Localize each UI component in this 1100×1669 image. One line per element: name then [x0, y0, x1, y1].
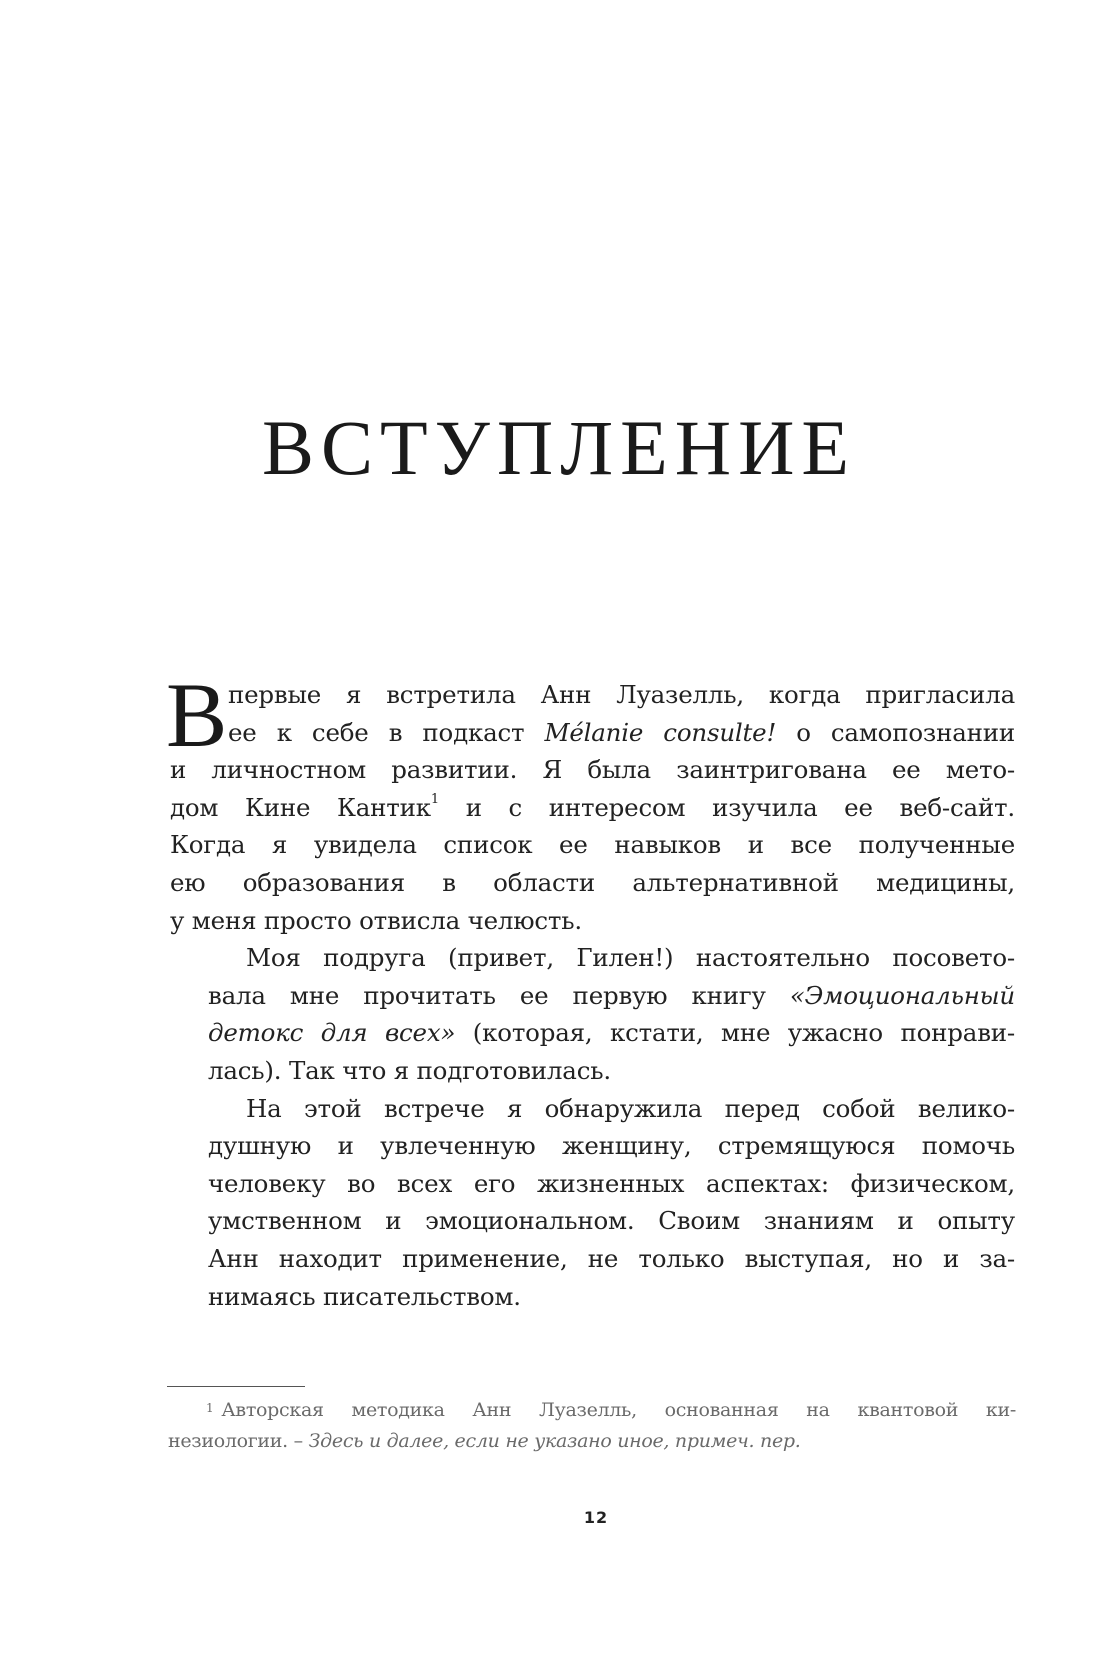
- footnote-reference[interactable]: 1: [430, 791, 439, 807]
- footnote-line: $^1$ Авторская методика Анн Луазелль, основанная на квантовой ки-: [206, 1399, 1016, 1421]
- text-line: ее к себе в подкаст Mélanie consulte! о самопознании: [228, 717, 1015, 747]
- chapter-title: ВСТУПЛЕНИЕ: [261, 404, 857, 491]
- text-line: дом Кине Кантик$^1$ и с интересом изучила ее веб-сайт.: [170, 791, 1016, 822]
- translator-note: Здесь и далее, если не указано иное, примеч. пер.: [308, 1430, 801, 1452]
- body-text: [166, 664, 1016, 1315]
- footnote-divider: [167, 1386, 305, 1387]
- text-line: вала мне прочитать ее первую книгу «Эмоциональный: [208, 980, 1015, 1010]
- paragraph-1: [166, 664, 1016, 939]
- text-line: ею образования в области альтернативной медицины,: [170, 867, 1015, 897]
- text-line: Моя подруга (привет, Гилен!) настоятельно посовето-: [246, 943, 1015, 973]
- text-line: у меня просто отвисла челюсть.: [170, 905, 583, 935]
- paragraph-2: [170, 939, 1015, 1089]
- text-line: первые я встретила Анн Луазелль, когда пригласила: [228, 680, 1015, 709]
- text-line: и личностном развитии. Я была заинтригована ее мето-: [170, 755, 1015, 785]
- text-line: лась). Так что я подготовилась.: [208, 1055, 611, 1085]
- text-line: Когда я увидела список ее навыков и все полученные: [170, 830, 1015, 860]
- drop-cap: В: [166, 664, 228, 766]
- text-line: На этой встрече я обнаружила перед собой велико-: [246, 1093, 1015, 1123]
- book-title: «Эмоциональный: [789, 980, 1015, 1010]
- footnote: [168, 1395, 1016, 1457]
- podcast-title: Mélanie consulte!: [544, 717, 777, 747]
- text-line: Анн находит применение, не только выступая, но и за-: [208, 1243, 1015, 1273]
- text-line: нимаясь писательством.: [208, 1281, 521, 1311]
- text-line: человеку во всех его жизненных аспектах: физическом,: [208, 1168, 1015, 1198]
- footnote-line: незиологии. – Здесь и далее, если не указано иное, примеч. пер.: [168, 1430, 801, 1452]
- footnote-marker: 1: [206, 1401, 214, 1415]
- text-line: детокс для всех» (которая, кстати, мне ужасно понрави-: [208, 1018, 1015, 1048]
- text-line: умственном и эмоциональном. Своим знаниям и опыту: [208, 1206, 1015, 1236]
- book-title-cont: детокс для всех»: [208, 1018, 456, 1048]
- paragraph-3: [170, 1090, 1015, 1316]
- text-line: душную и увлеченную женщину, стремящуюся помочь: [208, 1131, 1015, 1161]
- page-number: 12: [583, 1508, 609, 1527]
